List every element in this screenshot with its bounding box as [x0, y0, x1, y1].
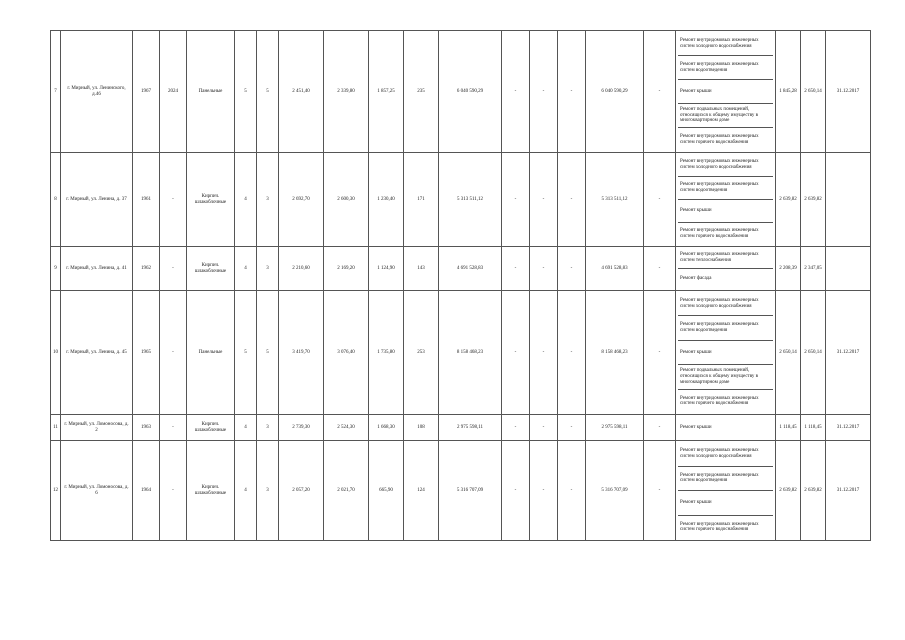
entrances-count: 3 [257, 153, 279, 247]
cost-owners: - [644, 247, 676, 291]
unit-cost: 1 845,28 [776, 31, 801, 153]
work-item: Ремонт внутридомовых инженерных систем горячего водоснабжения [680, 521, 759, 533]
build-year: 1967 [133, 31, 160, 153]
cost-local: - [558, 247, 586, 291]
work-item: Ремонт внутридомовых инженерных систем водоотведения [678, 467, 773, 492]
cost-owners: - [644, 415, 676, 441]
row-number: 8 [51, 153, 61, 247]
cost-federal: - [502, 31, 530, 153]
wall-material: Кирпич. шлакоблочные [187, 247, 235, 291]
works-cell [676, 291, 776, 415]
renovation-year: 2024 [160, 31, 187, 153]
cost-regional: - [530, 415, 558, 441]
row-number: 10 [51, 291, 61, 415]
floors-count: 4 [235, 247, 257, 291]
total-area: 2 451,40 [279, 31, 324, 153]
cost-regional: - [530, 31, 558, 153]
unit-cost: 2 208,39 [776, 247, 801, 291]
floors-count: 5 [235, 291, 257, 415]
cost-federal: - [502, 441, 530, 541]
address: г. Мирный, ул. Ленина, д. 41 [61, 247, 133, 291]
cost-local: - [558, 31, 586, 153]
unit-cost: 2 639,82 [776, 441, 801, 541]
living-area: 2 600,30 [324, 153, 369, 247]
work-item: Ремонт внутридомовых инженерных систем горячего водоснабжения [680, 395, 759, 407]
address: г. Мирный, ул. Ленинского, д.46 [61, 31, 133, 153]
max-unit-cost: 2 650,14 [801, 31, 826, 153]
max-unit-cost: 2 639,82 [801, 441, 826, 541]
works-cell [676, 31, 776, 153]
cost-federal: - [502, 415, 530, 441]
wall-material: Кирпич. шлакоблочные [187, 153, 235, 247]
renovation-year: - [160, 153, 187, 247]
total-cost: 5 313 511,12 [439, 153, 502, 247]
cost-owners: - [644, 441, 676, 541]
cost-federal: - [502, 153, 530, 247]
cost-fund: 8 158 468,23 [586, 291, 644, 415]
row-number: 11 [51, 415, 61, 441]
work-item: Ремонт крыши [680, 424, 712, 430]
floors-count: 5 [235, 31, 257, 153]
floors-count: 4 [235, 441, 257, 541]
row-number: 9 [51, 247, 61, 291]
work-item: Ремонт подвальных помещений, относящихся к общему имуществу в многоквартирном доме [678, 104, 773, 128]
work-item: Ремонт фасада [680, 276, 712, 282]
total-area: 2 057,20 [279, 441, 324, 541]
wall-material: Кирпич. шлакоблочные [187, 415, 235, 441]
cost-regional: - [530, 153, 558, 247]
work-item: Ремонт крыши [678, 341, 773, 365]
address: г. Мирный, ул. Ломоносова, д. 6 [61, 441, 133, 541]
total-area: 2 692,70 [279, 153, 324, 247]
common-area: 1 668,30 [369, 415, 404, 441]
completion-date: 31.12.2017 [826, 441, 871, 541]
table-row [51, 247, 871, 291]
table-row [51, 415, 871, 441]
work-item: Ремонт крыши [678, 80, 773, 104]
completion-date: 31.12.2017 [826, 291, 871, 415]
common-area: 1 230,40 [369, 153, 404, 247]
entrances-count: 5 [257, 291, 279, 415]
build-year: 1961 [133, 153, 160, 247]
work-item: Ремонт внутридомовых инженерных систем холодного водоснабжения [678, 154, 773, 177]
total-cost: 8 158 468,23 [439, 291, 502, 415]
total-area: 2 210,60 [279, 247, 324, 291]
work-item: Ремонт подвальных помещений, относящихся к общему имуществу в многоквартирном доме [678, 365, 773, 389]
table-row [51, 441, 871, 541]
build-year: 1964 [133, 441, 160, 541]
work-item: Ремонт внутридомовых инженерных систем холодного водоснабжения [678, 32, 773, 56]
cost-owners: - [644, 291, 676, 415]
build-year: 1963 [133, 415, 160, 441]
renovation-year: - [160, 441, 187, 541]
cost-federal: - [502, 247, 530, 291]
wall-material: Кирпич. шлакоблочные [187, 441, 235, 541]
cost-fund: 6 040 590,29 [586, 31, 644, 153]
address: г. Мирный, ул. Ломоносова, д. 2 [61, 415, 133, 441]
max-unit-cost: 2 650,14 [801, 291, 826, 415]
cost-regional: - [530, 291, 558, 415]
cost-fund: 5 316 707,09 [586, 441, 644, 541]
cost-regional: - [530, 247, 558, 291]
living-area: 2 524,30 [324, 415, 369, 441]
common-area: 665,90 [369, 441, 404, 541]
row-number: 12 [51, 441, 61, 541]
address: г. Мирный, ул. Ленина, д. 37 [61, 153, 133, 247]
living-area: 3 076,40 [324, 291, 369, 415]
works-cell [676, 153, 776, 247]
renovation-year: - [160, 291, 187, 415]
work-item: Ремонт крыши [678, 491, 773, 516]
table-row [51, 291, 871, 415]
total-cost: 5 316 707,09 [439, 441, 502, 541]
cost-local: - [558, 291, 586, 415]
residents-count: 124 [404, 441, 439, 541]
completion-date: 31.12.2017 [826, 415, 871, 441]
residents-count: 253 [404, 291, 439, 415]
build-year: 1962 [133, 247, 160, 291]
row-number: 7 [51, 31, 61, 153]
unit-cost: 2 650,14 [776, 291, 801, 415]
residents-count: 235 [404, 31, 439, 153]
entrances-count: 5 [257, 31, 279, 153]
work-item: Ремонт внутридомовых инженерных систем холодного водоснабжения [678, 442, 773, 467]
works-cell [676, 415, 776, 441]
completion-date [826, 153, 871, 247]
max-unit-cost: 1 118,45 [801, 415, 826, 441]
renovation-year: - [160, 247, 187, 291]
wall-material: Панельные [187, 291, 235, 415]
housing-repair-table [50, 30, 871, 541]
common-area: 1 857,25 [369, 31, 404, 153]
common-area: 1 124,90 [369, 247, 404, 291]
total-cost: 4 691 528,83 [439, 247, 502, 291]
max-unit-cost: 2 347,05 [801, 247, 826, 291]
unit-cost: 2 639,82 [776, 153, 801, 247]
completion-date [826, 247, 871, 291]
cost-regional: - [530, 441, 558, 541]
wall-material: Панельные [187, 31, 235, 153]
total-area: 3 419,70 [279, 291, 324, 415]
total-cost: 2 975 598,11 [439, 415, 502, 441]
max-unit-cost: 2 639,82 [801, 153, 826, 247]
table-row [51, 153, 871, 247]
common-area: 1 735,80 [369, 291, 404, 415]
cost-owners: - [644, 153, 676, 247]
completion-date: 31.12.2017 [826, 31, 871, 153]
total-cost: 6 040 590,29 [439, 31, 502, 153]
entrances-count: 3 [257, 247, 279, 291]
work-item: Ремонт внутридомовых инженерных систем водоотведения [678, 177, 773, 200]
entrances-count: 3 [257, 441, 279, 541]
cost-fund: 4 691 528,83 [586, 247, 644, 291]
living-area: 2 169,20 [324, 247, 369, 291]
entrances-count: 3 [257, 415, 279, 441]
living-area: 2 339,80 [324, 31, 369, 153]
cost-fund: 2 975 598,11 [586, 415, 644, 441]
living-area: 2 021,70 [324, 441, 369, 541]
cost-local: - [558, 415, 586, 441]
floors-count: 4 [235, 153, 257, 247]
residents-count: 143 [404, 247, 439, 291]
work-item: Ремонт внутридомовых инженерных систем теплоснабжения [678, 248, 773, 269]
cost-owners: - [644, 31, 676, 153]
works-cell [676, 441, 776, 541]
cost-federal: - [502, 291, 530, 415]
works-cell [676, 247, 776, 291]
cost-local: - [558, 153, 586, 247]
renovation-year: - [160, 415, 187, 441]
cost-fund: 5 313 511,12 [586, 153, 644, 247]
floors-count: 4 [235, 415, 257, 441]
unit-cost: 1 118,45 [776, 415, 801, 441]
residents-count: 108 [404, 415, 439, 441]
work-item: Ремонт внутридомовых инженерных систем горячего водоснабжения [680, 228, 759, 239]
table-row [51, 31, 871, 153]
build-year: 1965 [133, 291, 160, 415]
address: г. Мирный, ул. Ленина, д. 45 [61, 291, 133, 415]
work-item: Ремонт крыши [678, 200, 773, 223]
residents-count: 171 [404, 153, 439, 247]
total-area: 2 739,30 [279, 415, 324, 441]
work-item: Ремонт внутридомовых инженерных систем водоотведения [678, 56, 773, 80]
work-item: Ремонт внутридомовых инженерных систем холодного водоснабжения [678, 292, 773, 316]
work-item: Ремонт внутридомовых инженерных систем водоотведения [678, 316, 773, 340]
work-item: Ремонт внутридомовых инженерных систем горячего водоснабжения [680, 133, 759, 145]
cost-local: - [558, 441, 586, 541]
